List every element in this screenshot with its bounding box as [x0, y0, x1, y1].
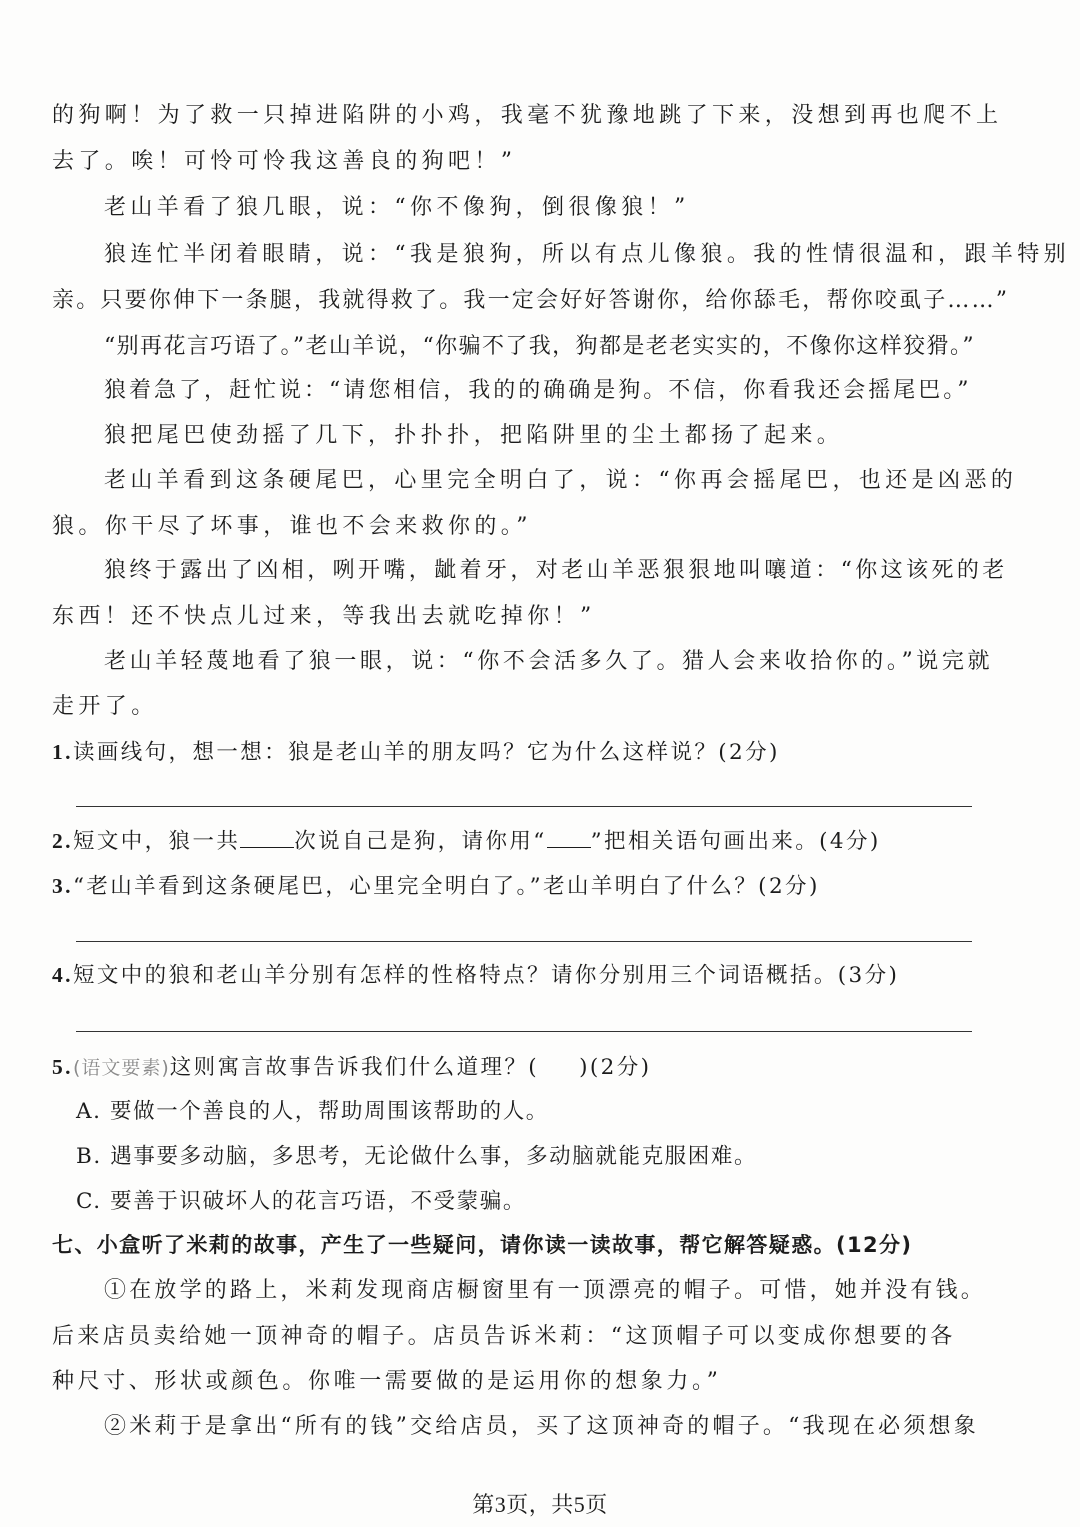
- story-paragraph: ②米莉于是拿出“所有的钱”交给店员，买了这顶神奇的帽子。“我现在必须想象: [104, 1414, 979, 1439]
- story-line: 走开了。: [52, 694, 158, 719]
- section-7-title: 七、小盒听了米莉的故事，产生了一些疑问，请你读一读故事，帮它解答疑惑。(12分): [52, 1233, 913, 1257]
- answer-line-3[interactable]: [76, 941, 972, 942]
- question-text: 读画线句，想一想：狼是老山羊的朋友吗？它为什么这样说？(2分): [72, 740, 780, 765]
- answer-line-4[interactable]: [76, 1031, 972, 1032]
- question-number: 5.: [52, 1055, 73, 1079]
- question-5: [52, 1052, 1032, 1083]
- question-number: 1.: [52, 740, 73, 764]
- story-line: 的狗啊！为了救一只掉进陷阱的小鸡，我毫不犹豫地跳了下来，没想到再也爬不上: [52, 103, 1003, 128]
- story-line: 狼。你干尽了坏事，谁也不会来救你的。”: [52, 514, 532, 539]
- question-text: ”把相关语句画出来。(4分): [590, 829, 881, 854]
- option-c[interactable]: C. 要善于识破坏人的花言巧语，不受蒙骗。: [76, 1189, 526, 1214]
- option-a[interactable]: A. 要做一个善良的人，帮助周围该帮助的人。: [76, 1099, 549, 1124]
- page-number: 第3页，共5页: [472, 1492, 608, 1517]
- story-paragraph: 老山羊看了狼几眼，说：“你不像狗，倒很像狼！”: [104, 195, 690, 220]
- story-paragraph: 老山羊看到这条硬尾巴，心里完全明白了，说：“你再会摇尾巴，也还是凶恶的: [104, 468, 1018, 493]
- story-paragraph: “别再花言巧语了。”老山羊说，“你骗不了我，狗都是老老实实的，不像你这样狡猾。”: [104, 334, 975, 359]
- question-1: [52, 737, 1032, 768]
- story-line: 去了。唉！可怜可怜我这善良的狗吧！”: [52, 149, 517, 174]
- question-text: 次说自己是狗，请你用“: [294, 829, 547, 854]
- story-paragraph: 狼着急了，赶忙说：“请您相信，我的的确确是狗。不信，你看我还会摇尾巴。”: [104, 378, 972, 403]
- fill-blank[interactable]: [240, 827, 294, 848]
- question-text: 短文中的狼和老山羊分别有怎样的性格特点？请你分别用三个词语概括。(3分): [72, 963, 900, 988]
- question-number: 2.: [52, 829, 73, 853]
- question-2: [52, 826, 1032, 857]
- story-line: 东西！还不快点儿过来，等我出去就吃掉你！”: [52, 604, 596, 629]
- story-paragraph: ①在放学的路上，米莉发现商店橱窗里有一顶漂亮的帽子。可惜，她并没有钱。: [104, 1278, 987, 1303]
- question-4: [52, 960, 1032, 991]
- option-b[interactable]: B. 遇事要多动脑，多思考，无论做什么事，多动脑就能克服困难。: [76, 1144, 758, 1169]
- story-line: 种尺寸、形状或颜色。你唯一需要做的是运用你的想象力。”: [52, 1369, 722, 1394]
- story-line: 亲。只要你伸下一条腿，我就得救了。我一定会好好答谢你，给你舔毛，帮你咬虱子……”: [52, 288, 1010, 313]
- question-number: 4.: [52, 963, 73, 987]
- story-line: 后来店员卖给她一顶神奇的帽子。店员告诉米莉：“这顶帽子可以变成你想要的各: [52, 1324, 956, 1349]
- question-text: )(2分): [579, 1055, 652, 1080]
- story-paragraph: 狼终于露出了凶相，咧开嘴，龇着牙，对老山羊恶狠狠地叫嚷道：“你这该死的老: [104, 558, 1008, 583]
- fill-blank[interactable]: [547, 827, 591, 848]
- story-paragraph: 狼连忙半闭着眼睛，说：“我是狼狗，所以有点儿像狼。我的性情很温和，跟羊特别: [104, 242, 1071, 267]
- question-text: 短文中，狼一共: [72, 829, 241, 854]
- story-paragraph: 老山羊轻蔑地看了狼一眼，说：“你不会活多久了。猎人会来收拾你的。”说完就: [104, 649, 994, 674]
- question-tag: (语文要素): [72, 1057, 170, 1079]
- answer-line-1[interactable]: [76, 806, 972, 807]
- story-paragraph: 狼把尾巴使劲摇了几下，扑扑扑，把陷阱里的尘土都扬了起来。: [104, 423, 844, 448]
- question-3: [52, 871, 1032, 902]
- question-text: “老山羊看到这条硬尾巴，心里完全明白了。”老山羊明白了什么？(2分): [72, 874, 820, 899]
- question-text: 这则寓言故事告诉我们什么道理？(: [169, 1055, 540, 1080]
- question-number: 3.: [52, 874, 73, 898]
